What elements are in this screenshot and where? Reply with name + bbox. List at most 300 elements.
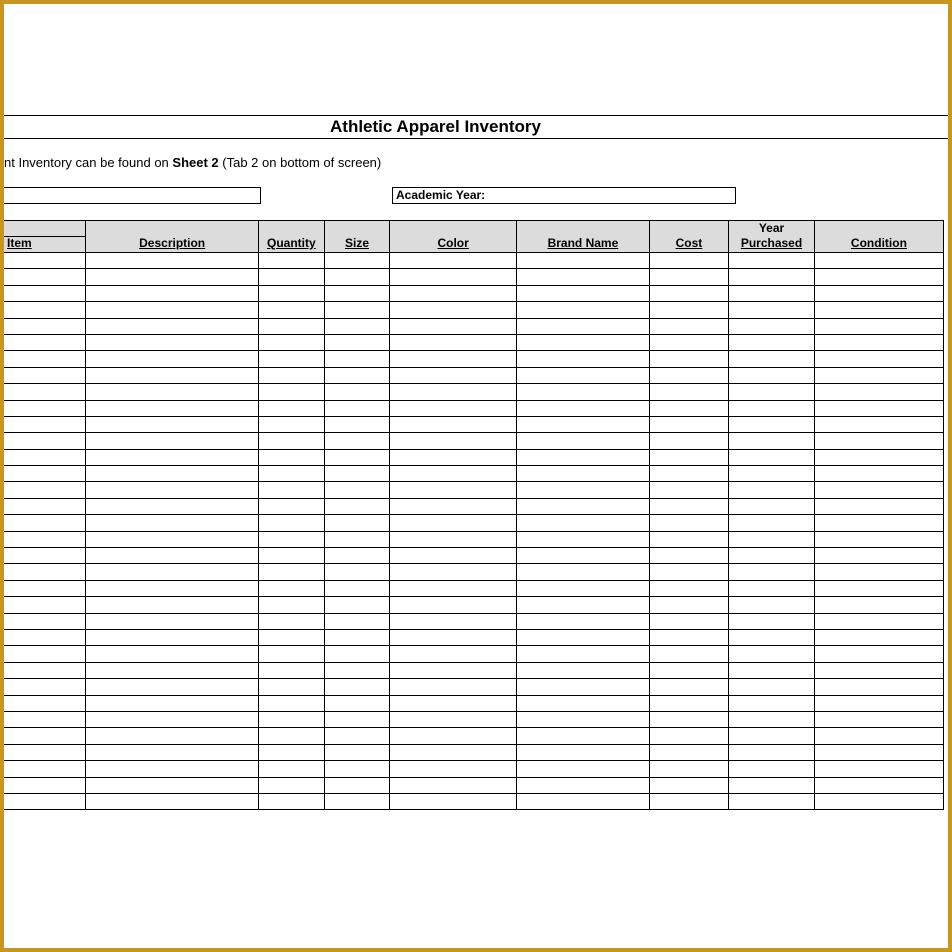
table-cell[interactable] (258, 679, 324, 695)
table-cell[interactable] (517, 662, 650, 678)
table-cell[interactable] (649, 580, 728, 596)
table-cell[interactable] (324, 416, 389, 432)
table-cell[interactable] (729, 564, 815, 580)
table-cell[interactable] (729, 466, 815, 482)
table-cell[interactable] (390, 662, 517, 678)
table-cell[interactable] (390, 777, 517, 793)
table-cell[interactable] (649, 400, 728, 416)
table-cell[interactable] (258, 580, 324, 596)
table-cell[interactable] (814, 449, 943, 465)
table-cell[interactable] (258, 400, 324, 416)
table-cell[interactable] (649, 646, 728, 662)
table-cell[interactable] (390, 613, 517, 629)
table-cell[interactable] (86, 580, 259, 596)
table-cell[interactable] (324, 302, 389, 318)
table-cell[interactable] (814, 597, 943, 613)
table-cell[interactable] (324, 449, 389, 465)
table-cell[interactable] (324, 711, 389, 727)
table-cell[interactable] (258, 793, 324, 809)
table-cell[interactable] (649, 433, 728, 449)
table-cell[interactable] (324, 564, 389, 580)
table-cell[interactable] (258, 367, 324, 383)
table-cell[interactable] (649, 629, 728, 645)
table-cell[interactable] (814, 253, 943, 269)
table-cell[interactable] (258, 646, 324, 662)
table-cell[interactable] (86, 711, 259, 727)
table-cell[interactable] (86, 416, 259, 432)
table-cell[interactable] (517, 793, 650, 809)
table-cell[interactable] (390, 253, 517, 269)
table-cell[interactable] (517, 334, 650, 350)
table-cell[interactable] (324, 728, 389, 744)
table-cell[interactable] (729, 269, 815, 285)
table-cell[interactable] (1, 416, 86, 432)
table-cell[interactable] (1, 334, 86, 350)
table-cell[interactable] (390, 744, 517, 760)
table-cell[interactable] (390, 695, 517, 711)
table-cell[interactable] (517, 466, 650, 482)
table-cell[interactable] (258, 416, 324, 432)
table-cell[interactable] (1, 548, 86, 564)
table-cell[interactable] (86, 318, 259, 334)
table-cell[interactable] (258, 384, 324, 400)
table-cell[interactable] (814, 564, 943, 580)
table-cell[interactable] (390, 564, 517, 580)
table-cell[interactable] (814, 548, 943, 564)
table-cell[interactable] (324, 384, 389, 400)
table-cell[interactable] (86, 597, 259, 613)
table-cell[interactable] (86, 367, 259, 383)
table-cell[interactable] (1, 498, 86, 514)
table-cell[interactable] (86, 793, 259, 809)
table-cell[interactable] (258, 564, 324, 580)
table-cell[interactable] (814, 433, 943, 449)
table-cell[interactable] (517, 761, 650, 777)
table-cell[interactable] (86, 728, 259, 744)
table-cell[interactable] (814, 679, 943, 695)
table-cell[interactable] (86, 629, 259, 645)
table-cell[interactable] (86, 400, 259, 416)
table-cell[interactable] (649, 793, 728, 809)
table-cell[interactable] (814, 646, 943, 662)
table-cell[interactable] (729, 302, 815, 318)
table-cell[interactable] (1, 629, 86, 645)
table-cell[interactable] (729, 761, 815, 777)
table-cell[interactable] (517, 728, 650, 744)
table-cell[interactable] (390, 285, 517, 301)
table-cell[interactable] (324, 793, 389, 809)
table-cell[interactable] (258, 466, 324, 482)
table-cell[interactable] (1, 433, 86, 449)
table-cell[interactable] (1, 482, 86, 498)
table-cell[interactable] (1, 597, 86, 613)
table-cell[interactable] (729, 482, 815, 498)
table-cell[interactable] (324, 400, 389, 416)
table-cell[interactable] (390, 711, 517, 727)
table-cell[interactable] (814, 498, 943, 514)
table-cell[interactable] (814, 318, 943, 334)
table-cell[interactable] (86, 515, 259, 531)
table-cell[interactable] (390, 597, 517, 613)
table-cell[interactable] (814, 334, 943, 350)
table-cell[interactable] (517, 613, 650, 629)
table-cell[interactable] (729, 384, 815, 400)
table-cell[interactable] (729, 548, 815, 564)
table-cell[interactable] (649, 498, 728, 514)
table-cell[interactable] (258, 269, 324, 285)
table-cell[interactable] (1, 744, 86, 760)
table-cell[interactable] (814, 400, 943, 416)
table-cell[interactable] (86, 384, 259, 400)
table-cell[interactable] (258, 482, 324, 498)
table-cell[interactable] (814, 744, 943, 760)
table-cell[interactable] (390, 302, 517, 318)
table-cell[interactable] (517, 269, 650, 285)
table-cell[interactable] (649, 367, 728, 383)
table-cell[interactable] (86, 662, 259, 678)
table-cell[interactable] (649, 531, 728, 547)
table-cell[interactable] (517, 400, 650, 416)
table-cell[interactable] (649, 695, 728, 711)
table-cell[interactable] (324, 269, 389, 285)
table-cell[interactable] (258, 548, 324, 564)
table-cell[interactable] (517, 744, 650, 760)
table-cell[interactable] (649, 744, 728, 760)
table-cell[interactable] (1, 564, 86, 580)
table-cell[interactable] (729, 613, 815, 629)
table-cell[interactable] (390, 498, 517, 514)
table-cell[interactable] (324, 351, 389, 367)
table-cell[interactable] (649, 269, 728, 285)
table-cell[interactable] (390, 793, 517, 809)
table-cell[interactable] (258, 597, 324, 613)
table-cell[interactable] (258, 531, 324, 547)
table-cell[interactable] (324, 777, 389, 793)
table-cell[interactable] (86, 269, 259, 285)
table-cell[interactable] (517, 482, 650, 498)
table-cell[interactable] (1, 531, 86, 547)
table-cell[interactable] (324, 597, 389, 613)
table-cell[interactable] (517, 711, 650, 727)
table-cell[interactable] (86, 761, 259, 777)
table-cell[interactable] (729, 580, 815, 596)
table-cell[interactable] (86, 466, 259, 482)
table-cell[interactable] (649, 711, 728, 727)
table-cell[interactable] (258, 515, 324, 531)
academic-year-box[interactable] (392, 187, 736, 204)
table-cell[interactable] (814, 515, 943, 531)
table-cell[interactable] (649, 564, 728, 580)
table-cell[interactable] (1, 679, 86, 695)
table-cell[interactable] (86, 482, 259, 498)
table-cell[interactable] (258, 351, 324, 367)
table-cell[interactable] (517, 449, 650, 465)
table-cell[interactable] (814, 285, 943, 301)
table-cell[interactable] (390, 629, 517, 645)
table-cell[interactable] (258, 334, 324, 350)
table-cell[interactable] (86, 695, 259, 711)
table-cell[interactable] (729, 416, 815, 432)
table-cell[interactable] (814, 269, 943, 285)
table-cell[interactable] (258, 433, 324, 449)
table-cell[interactable] (1, 695, 86, 711)
table-cell[interactable] (390, 466, 517, 482)
table-cell[interactable] (390, 400, 517, 416)
table-cell[interactable] (1, 777, 86, 793)
table-cell[interactable] (1, 580, 86, 596)
table-cell[interactable] (324, 334, 389, 350)
table-cell[interactable] (517, 498, 650, 514)
table-cell[interactable] (258, 662, 324, 678)
table-cell[interactable] (649, 449, 728, 465)
table-cell[interactable] (1, 269, 86, 285)
table-cell[interactable] (729, 695, 815, 711)
table-cell[interactable] (324, 679, 389, 695)
table-cell[interactable] (1, 253, 86, 269)
table-cell[interactable] (86, 613, 259, 629)
table-cell[interactable] (390, 761, 517, 777)
table-cell[interactable] (649, 285, 728, 301)
table-cell[interactable] (390, 531, 517, 547)
table-cell[interactable] (1, 302, 86, 318)
table-cell[interactable] (86, 285, 259, 301)
table-cell[interactable] (324, 629, 389, 645)
table-cell[interactable] (1, 793, 86, 809)
table-cell[interactable] (729, 793, 815, 809)
table-cell[interactable] (324, 548, 389, 564)
table-cell[interactable] (517, 285, 650, 301)
table-cell[interactable] (517, 433, 650, 449)
table-cell[interactable] (649, 662, 728, 678)
table-cell[interactable] (324, 466, 389, 482)
table-cell[interactable] (258, 449, 324, 465)
table-cell[interactable] (258, 253, 324, 269)
table-cell[interactable] (324, 482, 389, 498)
table-cell[interactable] (517, 629, 650, 645)
table-cell[interactable] (729, 498, 815, 514)
table-cell[interactable] (258, 285, 324, 301)
table-cell[interactable] (390, 269, 517, 285)
table-cell[interactable] (1, 384, 86, 400)
table-cell[interactable] (86, 777, 259, 793)
table-cell[interactable] (258, 711, 324, 727)
table-cell[interactable] (324, 318, 389, 334)
table-cell[interactable] (390, 449, 517, 465)
table-cell[interactable] (814, 482, 943, 498)
table-cell[interactable] (517, 384, 650, 400)
table-cell[interactable] (324, 531, 389, 547)
table-cell[interactable] (814, 466, 943, 482)
table-cell[interactable] (517, 597, 650, 613)
table-cell[interactable] (729, 597, 815, 613)
table-cell[interactable] (517, 564, 650, 580)
table-cell[interactable] (517, 302, 650, 318)
table-cell[interactable] (390, 482, 517, 498)
table-cell[interactable] (258, 629, 324, 645)
table-cell[interactable] (649, 679, 728, 695)
table-cell[interactable] (1, 351, 86, 367)
table-cell[interactable] (814, 711, 943, 727)
table-cell[interactable] (1, 466, 86, 482)
table-cell[interactable] (390, 515, 517, 531)
table-cell[interactable] (814, 793, 943, 809)
table-cell[interactable] (517, 548, 650, 564)
table-cell[interactable] (258, 728, 324, 744)
table-cell[interactable] (517, 531, 650, 547)
table-cell[interactable] (258, 777, 324, 793)
table-cell[interactable] (86, 498, 259, 514)
table-cell[interactable] (729, 662, 815, 678)
table-cell[interactable] (517, 580, 650, 596)
table-cell[interactable] (814, 384, 943, 400)
table-cell[interactable] (258, 744, 324, 760)
table-cell[interactable] (1, 318, 86, 334)
table-cell[interactable] (258, 695, 324, 711)
table-cell[interactable] (649, 384, 728, 400)
table-cell[interactable] (86, 646, 259, 662)
table-cell[interactable] (814, 613, 943, 629)
table-cell[interactable] (729, 744, 815, 760)
table-cell[interactable] (324, 613, 389, 629)
table-cell[interactable] (258, 761, 324, 777)
table-cell[interactable] (1, 285, 86, 301)
table-cell[interactable] (729, 334, 815, 350)
table-cell[interactable] (324, 744, 389, 760)
table-cell[interactable] (258, 498, 324, 514)
table-cell[interactable] (390, 367, 517, 383)
table-cell[interactable] (729, 285, 815, 301)
table-cell[interactable] (649, 597, 728, 613)
table-cell[interactable] (324, 515, 389, 531)
table-cell[interactable] (729, 253, 815, 269)
table-cell[interactable] (390, 679, 517, 695)
table-cell[interactable] (729, 318, 815, 334)
table-cell[interactable] (649, 466, 728, 482)
table-cell[interactable] (324, 662, 389, 678)
table-cell[interactable] (517, 695, 650, 711)
name-input-box[interactable] (0, 187, 261, 204)
table-cell[interactable] (1, 613, 86, 629)
table-cell[interactable] (814, 728, 943, 744)
table-cell[interactable] (729, 711, 815, 727)
table-cell[interactable] (258, 613, 324, 629)
table-cell[interactable] (86, 548, 259, 564)
table-cell[interactable] (649, 302, 728, 318)
table-cell[interactable] (86, 351, 259, 367)
table-cell[interactable] (86, 433, 259, 449)
table-cell[interactable] (814, 416, 943, 432)
table-cell[interactable] (1, 515, 86, 531)
table-cell[interactable] (814, 695, 943, 711)
table-cell[interactable] (814, 302, 943, 318)
table-cell[interactable] (814, 531, 943, 547)
table-cell[interactable] (517, 253, 650, 269)
table-cell[interactable] (324, 433, 389, 449)
table-cell[interactable] (324, 695, 389, 711)
table-cell[interactable] (86, 531, 259, 547)
table-cell[interactable] (324, 646, 389, 662)
table-cell[interactable] (390, 433, 517, 449)
table-cell[interactable] (324, 761, 389, 777)
table-cell[interactable] (517, 318, 650, 334)
table-cell[interactable] (324, 367, 389, 383)
table-cell[interactable] (324, 253, 389, 269)
table-cell[interactable] (649, 482, 728, 498)
table-cell[interactable] (729, 531, 815, 547)
table-cell[interactable] (390, 334, 517, 350)
table-cell[interactable] (390, 728, 517, 744)
table-cell[interactable] (86, 564, 259, 580)
table-cell[interactable] (814, 777, 943, 793)
table-cell[interactable] (814, 580, 943, 596)
table-cell[interactable] (1, 646, 86, 662)
table-cell[interactable] (729, 449, 815, 465)
table-cell[interactable] (649, 728, 728, 744)
table-cell[interactable] (649, 416, 728, 432)
table-cell[interactable] (390, 384, 517, 400)
table-cell[interactable] (324, 285, 389, 301)
table-cell[interactable] (390, 580, 517, 596)
table-cell[interactable] (649, 253, 728, 269)
table-cell[interactable] (258, 318, 324, 334)
table-cell[interactable] (324, 498, 389, 514)
table-cell[interactable] (390, 318, 517, 334)
table-cell[interactable] (86, 334, 259, 350)
table-cell[interactable] (814, 367, 943, 383)
table-cell[interactable] (649, 318, 728, 334)
table-cell[interactable] (390, 646, 517, 662)
table-cell[interactable] (814, 662, 943, 678)
table-cell[interactable] (649, 351, 728, 367)
table-cell[interactable] (517, 777, 650, 793)
table-cell[interactable] (814, 351, 943, 367)
table-cell[interactable] (517, 515, 650, 531)
table-cell[interactable] (86, 679, 259, 695)
table-cell[interactable] (729, 433, 815, 449)
table-cell[interactable] (649, 515, 728, 531)
table-cell[interactable] (814, 761, 943, 777)
table-cell[interactable] (729, 351, 815, 367)
table-cell[interactable] (1, 367, 86, 383)
table-cell[interactable] (814, 629, 943, 645)
table-cell[interactable] (517, 351, 650, 367)
table-cell[interactable] (729, 629, 815, 645)
table-cell[interactable] (517, 679, 650, 695)
table-cell[interactable] (729, 515, 815, 531)
table-cell[interactable] (729, 728, 815, 744)
table-cell[interactable] (324, 580, 389, 596)
table-cell[interactable] (729, 777, 815, 793)
table-cell[interactable] (649, 334, 728, 350)
table-cell[interactable] (729, 367, 815, 383)
table-cell[interactable] (649, 613, 728, 629)
table-cell[interactable] (517, 416, 650, 432)
table-cell[interactable] (1, 711, 86, 727)
table-cell[interactable] (517, 646, 650, 662)
table-cell[interactable] (1, 449, 86, 465)
table-cell[interactable] (649, 777, 728, 793)
table-cell[interactable] (390, 351, 517, 367)
table-cell[interactable] (86, 302, 259, 318)
table-cell[interactable] (1, 400, 86, 416)
table-cell[interactable] (1, 761, 86, 777)
table-cell[interactable] (1, 662, 86, 678)
table-cell[interactable] (86, 253, 259, 269)
table-cell[interactable] (649, 548, 728, 564)
table-cell[interactable] (1, 728, 86, 744)
table-cell[interactable] (517, 367, 650, 383)
table-cell[interactable] (729, 679, 815, 695)
